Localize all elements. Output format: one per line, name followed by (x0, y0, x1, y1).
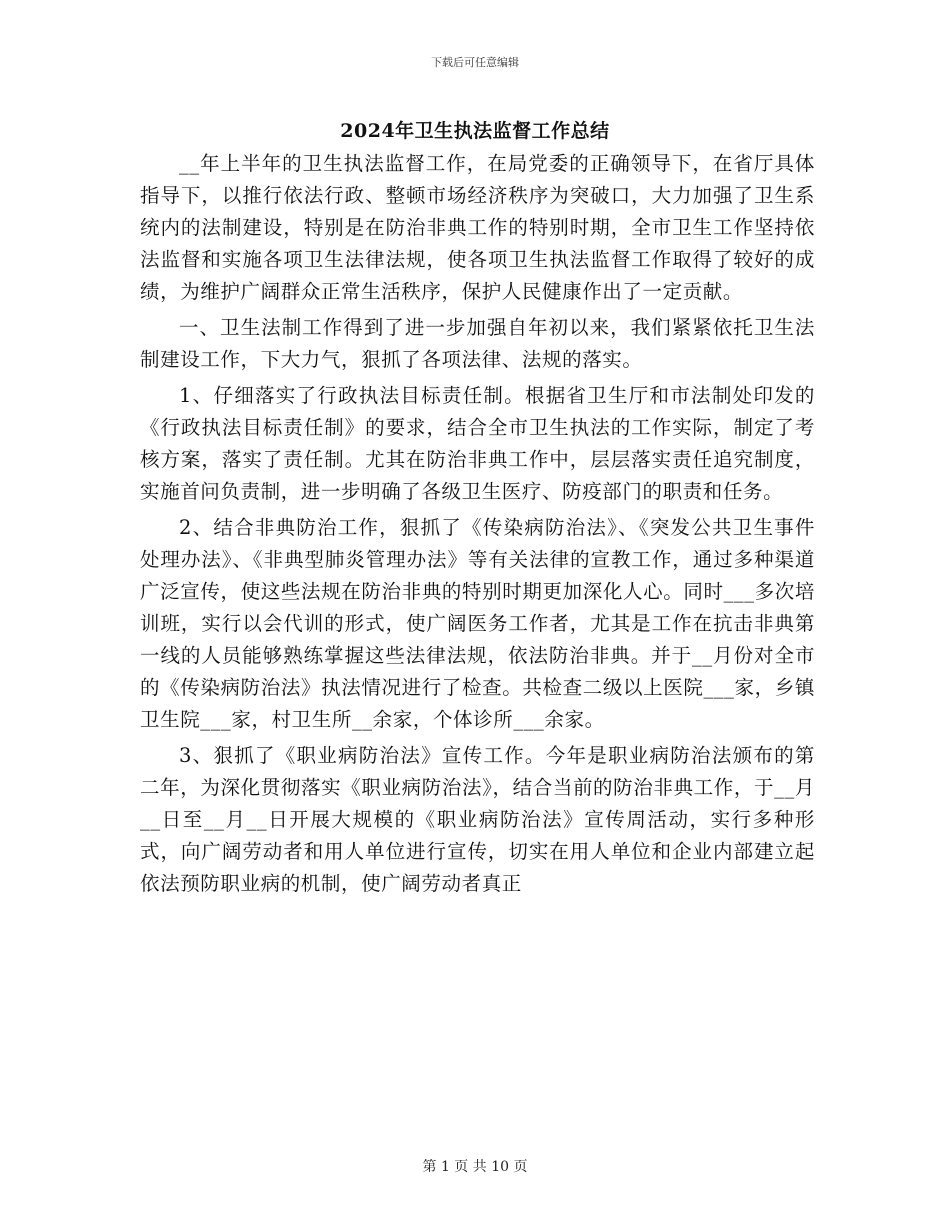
header-note: 下载后可任意编辑 (431, 56, 519, 69)
document-body (140, 148, 815, 904)
document-title: 2024年卫生执法监督工作总结 (340, 120, 610, 142)
paragraph-intro: __年上半年的卫生执法监督工作，在局党委的正确领导下，在省厅具体指导下，以推行依法行政、整顿市场经济秩序为突破口，大力加强了卫生系统内的法制建设，特别是在防治非典工作的特别时期，全市卫生工作坚持依法监督和实施各项卫生法律法规，使各项卫生执法监督工作取得了较好的成绩，为维护广阔群众正常生活秩序，保护人民健康作出了一定贡献。 (140, 152, 815, 303)
paragraph-item-1: 1、仔细落实了行政执法目标责任制。根据省卫生厅和市法制处印发的《行政执法目标责任制》的要求，结合全市卫生执法的工作实际，制定了考核方案，落实了责任制。尤其在防治非典工作中，层层落实责任追究制度，实施首问负责制，进一步明确了各级卫生医疗、防疫部门的职责和任务。 (140, 384, 815, 503)
paragraph-item-3: 3、狠抓了《职业病防治法》宣传工作。今年是职业病防治法颁布的第二年，为深化贯彻落实《职业病防治法》，结合当前的防治非典工作，于__月__日至__月__日开展大规模的《职业病防治法》宣传周活动，实行多种形式，向广阔劳动者和用人单位进行宣传，切实在用人单位和企业内部建立起依法预防职业病的机制，使广阔劳动者真正 (140, 744, 815, 895)
paragraph-section-1: 一、卫生法制工作得到了进一步加强自年初以来，我们紧紧依托卫生法制建设工作，下大力气，狠抓了各项法律、法规的落实。 (140, 316, 815, 371)
paragraph-item-2: 2、结合非典防治工作，狠抓了《传染病防治法》、《突发公共卫生事件处理办法》、《非典型肺炎管理办法》等有关法律的宣教工作，通过多种渠道广泛宣传，使这些法规在防治非典的特别时期更加深化人心。同时___多次培训班，实行以会代训的形式，使广阔医务工作者，尤其是工作在抗击非典第一线的人员能够熟练掌握这些法律法规，依法防治非典。并于__月份对全市的《传染病防治法》执法情况进行了检查。共检查二级以上医院___家，乡镇卫生院___家，村卫生所__余家，个体诊所___余家。 (140, 516, 815, 731)
page-number: 第 1 页 共 10 页 (422, 1159, 528, 1175)
